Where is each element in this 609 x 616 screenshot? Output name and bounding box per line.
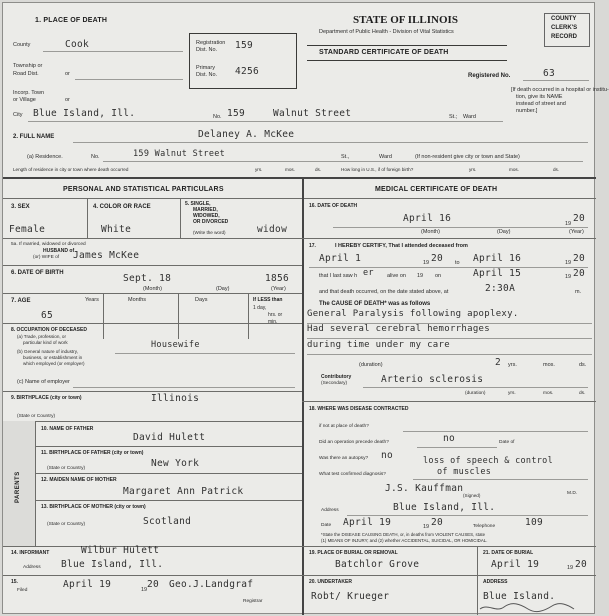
occupation-label-2: (a) Trade, profession, or	[17, 334, 67, 339]
residence-st-label: St.,	[341, 154, 350, 160]
physician-address-label: Address	[321, 508, 339, 513]
marital-label-4: OR DIVORCED	[193, 219, 229, 225]
cause-line-1: General Paralysis following apoplexy.	[307, 309, 519, 319]
parents-side-label: PARENTS	[15, 471, 21, 503]
filed-date: April 19	[63, 579, 112, 590]
registrar-label: Registrar	[243, 599, 263, 604]
sex-value: Female	[9, 224, 46, 235]
registrar-name: Geo.J.Landgraf	[169, 579, 254, 590]
mother-birthplace-value: Scotland	[143, 516, 192, 527]
last-saw-date: April 15	[473, 268, 522, 279]
father-name-label: 10. NAME OF FATHER	[41, 426, 94, 432]
clerk-stamp-line-3: RECORD	[551, 34, 578, 40]
full-name-label: 2. FULL NAME	[13, 134, 55, 140]
cause-line-2: Had several cerebral hemorrhages	[307, 324, 490, 334]
burial-place-value: Batchlor Grove	[335, 559, 420, 570]
father-birthplace-label: 11. BIRTHPLACE OF FATHER (city or town)	[41, 450, 144, 456]
residence-value: 159 Walnut Street	[133, 149, 226, 159]
birthplace-value: Illinois	[151, 393, 200, 404]
registration-label: Registration	[196, 40, 226, 46]
registered-number: 63	[543, 68, 556, 79]
birthplace-label: 9. BIRTHPLACE (city or town)	[11, 395, 82, 401]
hospital-note-1: [If death occurred in a hospital or institu-	[511, 87, 609, 93]
dob-month-day: Sept. 18	[123, 273, 172, 284]
less-than-label-1: If LESS than	[253, 297, 283, 303]
informant-address-label: Address	[23, 565, 41, 570]
duration-value: 2	[495, 357, 502, 368]
age-months-label: Months	[128, 297, 147, 303]
undertaker-address: Blue Island.	[483, 591, 556, 602]
length-mos: mos.	[285, 167, 295, 172]
how-long-label: How long in U.S., if of foreign birth?	[341, 167, 414, 172]
registration-number: 159	[235, 40, 254, 51]
or-label-2: or	[65, 97, 70, 103]
filed-label: Filed	[17, 588, 28, 593]
residence-note: (If non-resident give city or town and State)	[415, 154, 520, 160]
length-of-residence-label: Length of residence in city or town where death occurred	[13, 167, 129, 172]
marital-label-1: 5. SINGLE,	[185, 201, 211, 207]
registration-dist-label: Dist. No.	[196, 47, 218, 53]
color-value: White	[101, 224, 132, 235]
contributory-value: Arterio sclerosis	[381, 374, 484, 385]
filed-year: 20	[147, 579, 160, 590]
occupation-label-3: particular kind of work	[23, 340, 68, 345]
county-label: County	[13, 42, 31, 48]
attended-to-year: 20	[573, 253, 586, 264]
color-label: 4. COLOR OR RACE	[93, 204, 151, 210]
street-st-label: St.;	[449, 114, 458, 120]
contributory-ds: ds.	[579, 391, 586, 396]
contributory-duration-label: (duration)	[465, 391, 486, 396]
us-mos: mos.	[509, 167, 519, 172]
death-time-m-label: m.	[575, 289, 582, 295]
contributory-mos: mos.	[543, 391, 554, 396]
hospital-note-3: instead of street and	[516, 101, 566, 107]
father-name-value: David Hulett	[133, 432, 206, 443]
telephone-label: Telephone	[473, 524, 496, 529]
state-title: STATE OF ILLINOIS	[353, 14, 458, 26]
incorp-town-label: Incorp. Town	[13, 90, 45, 96]
county-value: Cook	[65, 39, 90, 50]
mother-state-label: (State or Country)	[47, 522, 86, 527]
registered-no-label: Registered No.	[468, 73, 511, 79]
if-not-label: if not at place of death?	[319, 424, 369, 429]
village-label: or Village	[13, 97, 36, 103]
sex-label: 3. SEX	[11, 204, 30, 210]
autopsy-label: Was there an autopsy?	[319, 456, 369, 461]
informant-label: 14. INFORMANT	[11, 550, 50, 556]
last-saw-gender: er	[363, 268, 374, 278]
last-saw-year-prefix: 19	[417, 273, 424, 279]
on-label: on	[435, 273, 442, 279]
death-year-label: (Year)	[569, 229, 584, 235]
marital-label-2: MARRIED,	[193, 207, 218, 213]
department-line: Department of Public Health - Division of Vital Statistics	[319, 29, 454, 35]
death-year: 20	[573, 213, 586, 224]
filed-year-prefix: 19	[141, 587, 148, 593]
burial-place-label: 19. PLACE OF BURIAL OR REMOVAL	[309, 550, 398, 556]
death-month-label: (Month)	[421, 229, 440, 235]
length-ds: ds.	[315, 167, 322, 172]
primary-dist-label: Dist. No.	[196, 72, 218, 78]
last-saw-label: that I last saw h	[319, 273, 358, 279]
mother-name-label: 12. MAIDEN NAME OF MOTHER	[41, 477, 117, 483]
informant-address: Blue Island, Ill.	[61, 559, 164, 570]
undertaker-label: 20. UNDERTAKER	[309, 579, 352, 585]
informant-name: Wilbur Hulett	[81, 545, 160, 556]
marital-label-3: WIDOWED,	[193, 213, 220, 219]
where-contracted-label: 18. WHERE WAS DISEASE CONTRACTED	[309, 406, 409, 412]
death-year-prefix: 19	[565, 221, 572, 227]
hospital-note-4: number.]	[516, 108, 538, 114]
employer-label: (c) Name of employer	[17, 379, 70, 385]
contributory-yrs: yrs.	[508, 391, 516, 396]
cause-label: The CAUSE OF DEATH* was as follows	[319, 301, 431, 307]
occupation-label-1: 8. OCCUPATION OF DECEASED	[11, 327, 87, 333]
operation-value: no	[443, 433, 456, 444]
residence-no-label: No.	[91, 154, 100, 160]
marital-value: widow	[257, 224, 288, 235]
street-number: 159	[227, 108, 246, 119]
last-saw-year: 20	[573, 268, 586, 279]
dob-day-label: (Day)	[216, 286, 230, 292]
street-no-label: No.	[213, 114, 222, 120]
hospital-note-2: tion, give its NAME	[516, 94, 563, 100]
attended-to: April 16	[473, 253, 522, 264]
undertaker-address-label: ADDRESS	[483, 579, 508, 585]
less-than-label-2: 1 day,	[253, 305, 267, 311]
signature-scribble	[478, 601, 578, 613]
occupation-label-4: (b) General nature of industry,	[17, 349, 78, 354]
or-label: or	[65, 71, 70, 77]
telephone-value: 109	[525, 517, 544, 528]
attended-from: April 1	[319, 253, 362, 264]
age-label: 7. AGE	[11, 298, 31, 304]
primary-number: 4256	[235, 66, 260, 77]
marital-label-5: (Write the word)	[193, 230, 226, 235]
physician-address: Blue Island, Ill.	[393, 502, 496, 513]
secondary-label: (Secondary)	[321, 381, 348, 386]
death-day-label: (Day)	[497, 229, 511, 235]
attended-to-year-prefix: 19	[565, 260, 572, 266]
full-name-value: Delaney A. McKee	[198, 129, 295, 140]
spouse-label-2: HUSBAND of	[43, 248, 75, 254]
ward-label: Ward	[463, 114, 476, 120]
cause-line-3: during time under my care	[307, 340, 450, 350]
us-yrs: yrs.	[469, 167, 477, 172]
burial-year-prefix: 19	[567, 565, 574, 571]
test-label: What test confirmed diagnosis?	[319, 472, 386, 477]
duration-mos: mos.	[543, 362, 555, 368]
street-value: Walnut Street	[273, 108, 352, 119]
physician-signature: J.S. Kauffman	[385, 483, 464, 494]
occupation-label-6: which employed (or employer)	[23, 361, 85, 366]
footnote-line-2: (1) MEANS OF INJURY; and (2) whether ACCIDENTAL, SUICIDAL, OR HOMICIDAL.	[321, 538, 488, 543]
date-of-death-label: 16. DATE OF DEATH	[309, 203, 358, 209]
residence-ward-label: Ward	[379, 154, 392, 160]
father-state-label: (State or Country)	[47, 466, 86, 471]
certify-number: 17.	[309, 243, 316, 249]
clerk-stamp-line-1: COUNTY	[551, 16, 577, 22]
death-month-day: April 16	[403, 213, 452, 224]
signed-label: (Signed)	[463, 493, 481, 498]
personal-section-title: PERSONAL AND STATISTICAL PARTICULARS	[63, 186, 224, 193]
mother-name-value: Margaret Ann Patrick	[123, 486, 244, 497]
certificate-title: STANDARD CERTIFICATE OF DEATH	[319, 49, 449, 56]
diagnosis-line-2: of muscles	[437, 467, 492, 477]
last-saw-date-year-prefix: 19	[565, 274, 572, 280]
length-yrs: yrs.	[255, 167, 263, 172]
residence-label: (a) Residence.	[27, 154, 63, 160]
birthplace-state-label: (State or Country)	[17, 414, 56, 419]
to-label: to	[455, 260, 460, 266]
us-ds: ds.	[553, 167, 560, 172]
occupation-label-5: business, or establishment in	[23, 355, 83, 360]
dob-year-label: (Year)	[271, 286, 286, 292]
spouse-value: James McKee	[73, 250, 140, 261]
age-years-value: 65	[41, 310, 54, 321]
road-district-label: Road Dist.	[13, 71, 39, 77]
contributory-label: Contributory	[321, 374, 352, 380]
operation-date-label: Date of	[499, 440, 515, 445]
medical-section-title: MEDICAL CERTIFICATE OF DEATH	[375, 186, 498, 193]
alive-on-label: alive on	[387, 273, 406, 279]
dob-label: 6. DATE OF BIRTH	[11, 270, 64, 276]
burial-date: April 19	[491, 559, 540, 570]
spouse-label-3: (or) WIFE of	[33, 255, 60, 260]
spouse-label-1: 5a. If married, widowed or divorced	[11, 242, 86, 247]
burial-year: 20	[575, 559, 588, 570]
burial-date-label: 21. DATE OF BURIAL	[483, 550, 534, 556]
death-time: 2:30A	[485, 283, 516, 294]
md-label: M.D.	[567, 491, 578, 496]
place-of-death-title: 1. PLACE OF DEATH	[35, 17, 108, 24]
clerk-stamp-line-2: CLERK'S	[551, 25, 578, 31]
less-than-label-4: min.	[268, 319, 278, 325]
duration-yrs: yrs.	[508, 362, 517, 368]
certify-label: I HEREBY CERTIFY, That I attended deceased from	[335, 243, 468, 249]
dob-year: 1856	[265, 273, 290, 284]
duration-label: (duration)	[359, 362, 383, 368]
attended-from-year: 20	[431, 253, 444, 264]
autopsy-value: no	[381, 450, 394, 461]
signed-year: 20	[431, 517, 444, 528]
mother-birthplace-label: 13. BIRTHPLACE OF MOTHER (city or town)	[41, 504, 146, 510]
death-certificate	[2, 2, 609, 614]
city-label: City	[13, 112, 23, 118]
signed-date-label: Date	[321, 523, 332, 528]
attended-from-year-prefix: 19	[423, 260, 430, 266]
filed-number: 15.	[11, 579, 18, 585]
occupation-value: Housewife	[151, 340, 200, 350]
operation-label: Did an operation precede death?	[319, 440, 389, 445]
township-label: Township or	[13, 63, 43, 69]
dob-month-label: (Month)	[143, 286, 162, 292]
father-birthplace-value: New York	[151, 458, 200, 469]
duration-ds: ds.	[579, 362, 587, 368]
footnote-line-1: *State the DISEASE CAUSING DEATH, or, in deaths from VIOLENT CAUSES, state	[321, 532, 486, 537]
death-occurred-label: and that death occurred, on the date stated above, at	[319, 289, 449, 295]
undertaker-value: Robt/ Krueger	[311, 591, 390, 602]
age-years-label: Years	[85, 297, 99, 303]
less-than-label-3: hrs. or	[268, 312, 283, 318]
primary-label: Primary	[196, 65, 215, 71]
signed-date: April 19	[343, 517, 392, 528]
age-days-label: Days	[195, 297, 208, 303]
city-value: Blue Island, Ill.	[33, 108, 136, 119]
signed-year-prefix: 19	[423, 524, 430, 530]
diagnosis-line-1: loss of speech & control	[423, 456, 554, 466]
